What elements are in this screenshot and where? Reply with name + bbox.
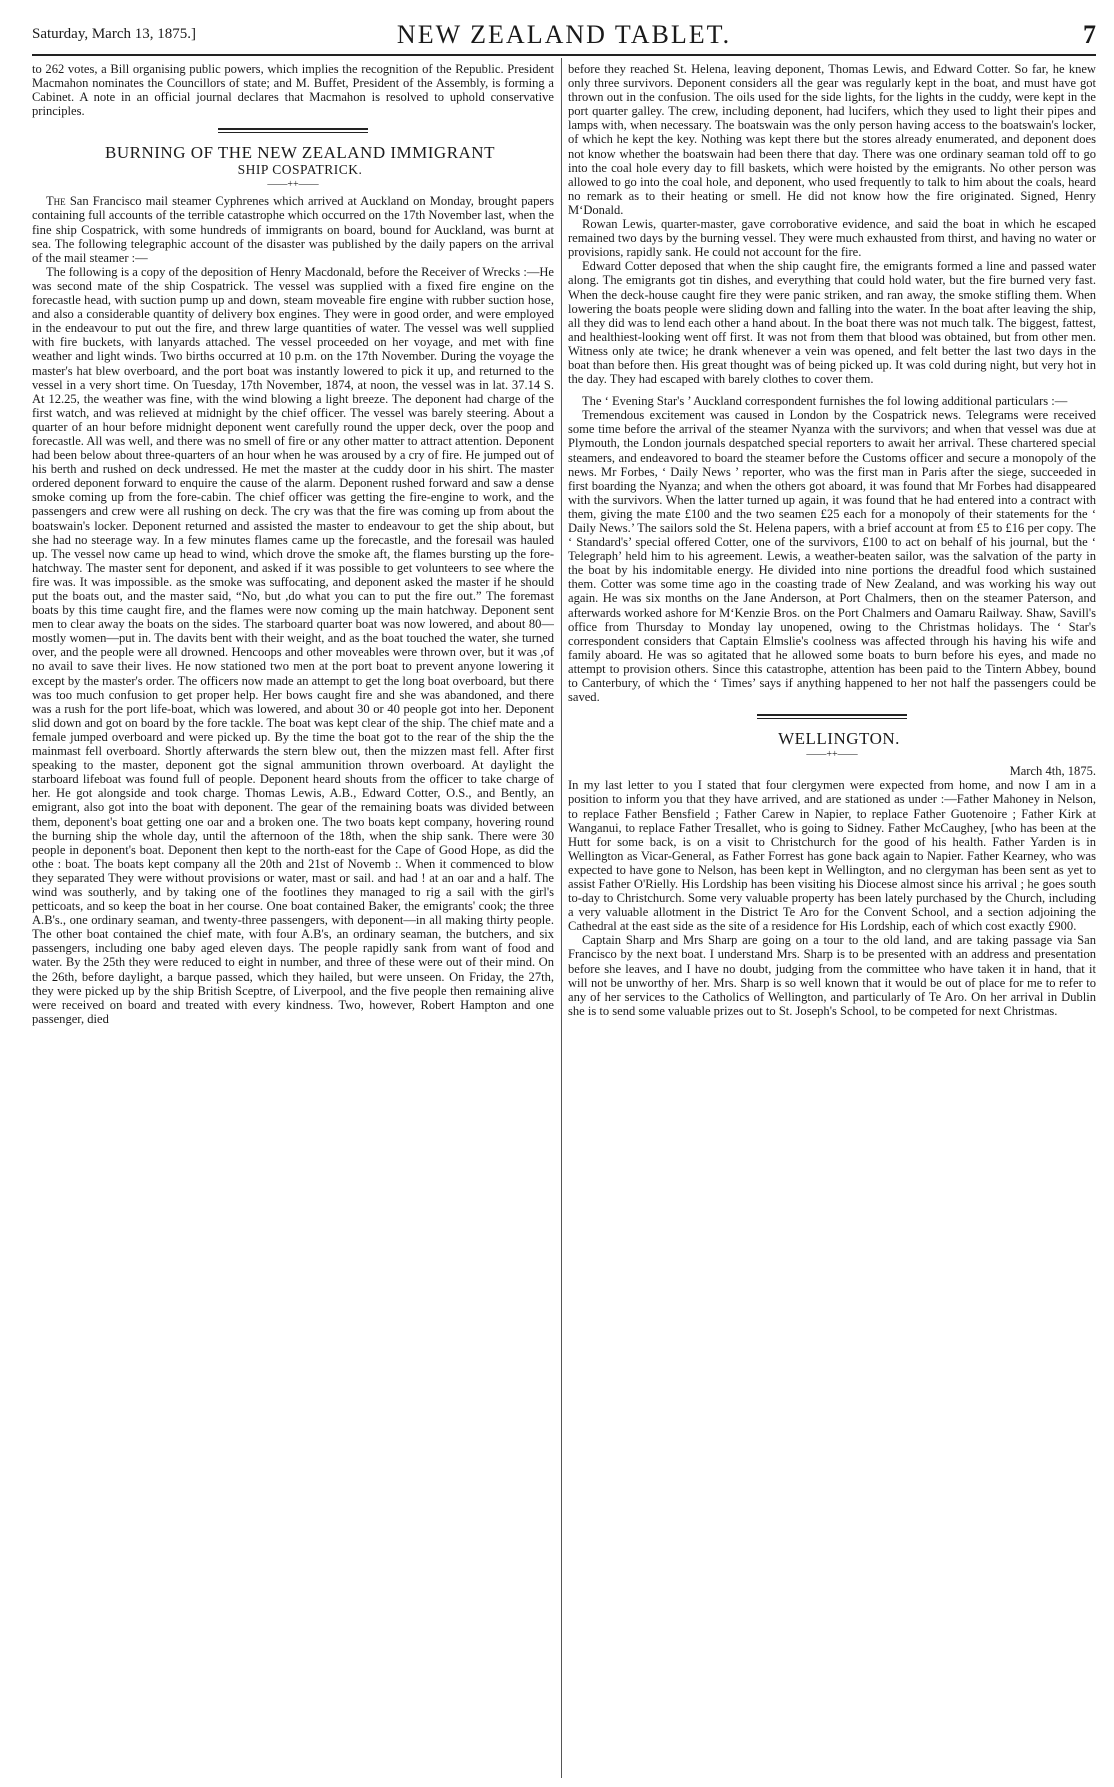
edward-cotter-paragraph: Edward Cotter deposed that when the ship caught fire, the emigrants formed a line and passed water along. The emigrants got tin dishes, and everything that could hold water, but the fire burned very fast. When the deck-house caught fire they were panic striken, and ran away, the smoke stifling them. When lowering the boats people were sliding down and falling into the water. In the boat after leaving the ship, all they did was to lend each other a hand about. In the boat there was not much talk. The biggest, fattest, and healthiest-looking went off first. It was not from them that blood was obtained, but from other men. Witness only ate twice; he drank whenever a vein was opened, and felt better the last two days in the boat than before then. His great thought was of being picked up. It was cold during night, but very hot in the day. They had escaped with barely clothes to cover them. [568, 259, 1096, 387]
column-rule [561, 58, 562, 1778]
section-separator-2 [757, 714, 907, 719]
deposition-paragraph: The following is a copy of the deposition of Henry Macdonald, before the Receiver of Wrecks :—He was second mate of the ship Cospatrick. The vessel was supplied with a fixed fire engine on the forecastle head, with suction pump up and down, steam moveable fire engine with rubber suction hose, and also a considerable quantity of delivery box engines. They were in good order, and were employed in the endeavour to put out the fire, and threw large quantities of water. The vessel was well supplied with fire buckets, with lanyards attached. The vessel proceeded on her voyage, and met with fine weather and light winds. Two births occurred at 10 p.m. on the 17th November. During the voyage the master's hat blew overboard, and the port boat was instantly lowered to pick it up, and returned to the vessel in a very short time. On Tuesday, 17th November, 1874, at noon, the vessel was in lat. 37.14 S. At 12.25, the weather was fine, with the wind blowing a light breeze. The deponent had charge of the first watch, and was relieved at midnight by the chief officer. The vessel was barely steering. About a quarter of an hour before midnight deponent went carefully round the upper deck, over the poop and forecastle. All was well, and there was no smell of fire or any other matter to attract attention. Deponent had been below about three-quarters of an hour when he was aroused by a cry of fire. He jumped out of his berth and rushed on deck undressed. He met the master at the cuddy door in his shirt. The master ordered deponent forward to enquire the cause of the alarm. Deponent rushed forward and saw a dense smoke coming up from the fore-cabin. The chief officer was getting the fire-engine to work, and the passengers and crew were all rushing on deck. The cry was that the fire was coming up from about the boatswain's locker. Deponent returned and assisted the master to endeavour to get the ship about, but she had no steerage way. In a few minutes flames came up the forecastle, and the foresail was hauled up. The vessel now came up head to wind, which drove the smoke aft, the flames bursting up the fore-hatchway. The master sent for deponent, and asked if it was possible to get volunteers to see where the fire was. It was impossible. as the smoke was suffocating, and deponent asked the master if he should put the boats out, and the master said, “No, but ,do what you can to put the fire out.” The foremast boats by this time caught fire, and the flames were now coming up the main hatchway. Deponent sent men to clear away the boats on the sides. The starboard quarter boat was now lowered, and about 80—mostly women—put in. The davits bent with their weight, and as the boat touched the water, she turned over, and the people were all drowned. Hencoops and other moveables were thrown over, but it was ,of no avail to save their lives. He now stationed two men at the port boat to prevent anyone lowering it except by the master's order. The officers now made an attempt to get the long boat overboard, but there was too much confusion to get proper help. Her bows caught fire and she was abandoned, and there was a rush for the port life-boat, which was lowered, and about 30 or 40 people got into her. Deponent slid down and got on board by the fore tackle. The boat was kept clear of the ship. The chief mate and a female jumped overboard and were picked up. By the time the boat got to the rear of the ship the the mainmast fell overboard. Shortly afterwards the stern blew out, then the mizzen mast fell. After first speaking to the master, deponent got the signal ammunition thrown overboard. At daylight the starboard lifeboat was found full of people. Deponent heard shouts from the officer to take charge of her. He got alongside and took charge. Thomas Lewis, A.B., Edward Cotter, O.S., and Bently, an emigrant, also got into the boat with deponent. The gear of the remaining boats was divided between them, deponent's boat getting one oar and a broken one. The two boats kept company, hovering round the burning ship the whole day, until the afternoon of the 18th, when the ship sank. There were 30 people in deponent's boat. Deponent then kept to the north-east for the Cape of Good Hope, as did the othe : boat. The boats kept company all the 20th and 21st of Novemb :. When it commenced to blow they separated They were without provisions or water, mast or sail. and had ! at an oar and a half. The wind was southerly, and by taking one of the footlines they managed to rig a sail with the girl's petticoats, and so keep the boat in her course. One boat contained Baker, the emigrants' cook; the three A.B's., one ordinary seaman, and twenty-three passengers, with deponent—in all making thirty people. The other boat contained the chief mate, with four A.B's, an ordinary seaman, the butchers, and six passengers, including one baby aged eleven days. The people rapidly sank from want of food and water. By the 25th they were reduced to eight in number, and three of these were out of their mind. On the 26th, before daylight, a barque passed, which they hailed, but were unseen. On Friday, the 27th, they were picked up by the ship British Sceptre, of Liverpool, and the five people then remaining alive were received on board and treated with every kindness. Two, however, Robert Hampton and one passenger, died [32, 264, 554, 1026]
intro-paragraph: to 262 votes, a Bill organising public powers, which implies the recognition of the Republic. President Macmahon nominates the Councillors of state; and M. Buffet, President of the Assembly, is forming a Cabinet. A note in an official journal declares that Macmahon is resolved to uphold conservative principles. [32, 62, 554, 119]
correspondent-intro: The ‘ Evening Star's ’ Auckland correspondent furnishes the fol lowing additional particulars :— [582, 394, 1068, 409]
page-number: 7 [1083, 20, 1096, 49]
section-separator [218, 128, 368, 133]
ornament-divider: ——++—— [267, 179, 319, 191]
lead-paragraph-text: San Francisco mail steamer Cyphrenes which arrived at Auckland on Monday, brought papers containing full accounts of the terrible catastrophe which occurred on the 17th November last, when the fine ship Cospatrick, with some hundreds of immigrants on board, bound for Auckland, was burnt at sea. The following telegraphic account of the disaster was published by the daily papers on the arrival of the mail steamer :— [32, 194, 554, 265]
deposition-continued: before they reached St. Helena, leaving deponent, Thomas Lewis, and Edward Cotter. So far, he knew only three survivors. Deponent considers all the gear was regularly kept in the boat, and must have got thrown out in the confusion. The oils used for the side lights, for the lights in the cuddy, were kept in the port quarter galley. The crew, including deponent, had lucifers, which they used to light their pipes and lamps with, when necessary. The boatswain was the only person having access to the boatswain's locker, of which he kept the key. Nothing was kept there but the stores already enumerated, and deponent does not know whether the boatswain had been there that day. There was one ordinary seaman told off to go into the coal hole every day to fill baskets, which were hoisted by the emigrants. No other person was allowed to go into the coal hole, and deponent, who used frequently to talk to him about the coals, heard no remark as to their heating or smell. He did not know how the fire originated. Signed, Henry M‘Donald. [568, 62, 1096, 217]
rowan-lewis-paragraph: Rowan Lewis, quarter-master, gave corroborative evidence, and said the boat in which he escaped remained two days by the burning vessel. They were much exhausted from thirst, and having no water or provisions, rapidly sank. He could not account for the fire. [568, 217, 1096, 260]
ornament-divider-2: ——++—— [806, 749, 858, 761]
issue-date: Saturday, March 13, 1875.] [32, 26, 196, 42]
left-column [32, 62, 554, 1780]
lead-word: The [46, 194, 66, 209]
wellington-paragraph-1: In my last letter to you I stated that four clergymen were expected from home, and now I am in a position to inform you that they have arrived, and are stationed as under :—Father Mahoney in Nelson, to replace Father Bensfield ; Father Carew in Napier, to replace Father Guotenoire ; Father Kirk at Wanganui, to replace Father Tresallet, who is going to Sidney. Father McCaughey, [who has been at the Hutt for some back, is on a visit to Christchurch for the good of his health. Father Yarden is in Wellington as Vicar-General, as Father Forrest has gone back again to Napier. Father Kearney, who was expected to have gone to Nelson, has been kept in Wellington, and no clergyman has been sent as yet to assist Father O'Rielly. His Lordship has been visiting his Diocese almost since his arrival ; he goes south to-day to Christchurch. Some very valuable property has been lately purchased by the Church, including a very valuable allotment in the District Te Aro for the Convent School, and a section adjoining the Cathedral at the east side as the site of a residence for His Lordship, each of which cost exactly £900. [568, 778, 1096, 934]
wellington-dateline: March 4th, 1875. [1009, 764, 1096, 779]
wellington-paragraph-2: Captain Sharp and Mrs Sharp are going on a tour to the old land, and are taking passage via San Francisco by the next boat. I understand Mrs. Sharp is to be presented with an address and presentation before she leaves, and I have no doubt, judging from the committee who have taken it in hand, that it will not be unworthy of her. Mrs. Sharp is so well known that it would be out of place for me to refer to any of her services to the Catholics of Wellington, and particularly of Te Aro. On her arrival in Dublin she is to send some valuable prizes out to St. Joseph's School, to be competed for next Christmas. [568, 933, 1096, 1018]
article-lead-paragraph [32, 194, 554, 264]
wellington-headline: WELLINGTON. [778, 729, 900, 749]
right-column [568, 62, 1096, 1780]
article-subhead: SHIP COSPATRICK. [237, 162, 363, 178]
london-excitement-paragraph: Tremendous excitement was caused in London by the Cospatrick news. Telegrams were received some time before the arrival of the steamer Nyanza with the survivors; and when that vessel was due at Plymouth, the London journals despatched special reporters to await her arrival. These chartered special steamers, and endeavored to board the steamer before the Customs officer and secure a monopoly of the news. Mr Forbes, ‘ Daily News ’ reporter, who was the first man in Paris after the siege, succeeded in first boarding the Nyanza; and when the others got aboard, it was found that Mr Forbes had disappeared with the survivors. When the latter turned up again, it was found that he had entered into a contract with them, giving the mate £100 and the two seamen £25 each for a monopoly of their statements for the ‘ Daily News.’ The sailors sold the St. Helena papers, with a brief account at from £5 to £16 per copy. The ‘ Standard's’ special offered Cotter, one of the survivors, £100 to act on behalf of his journal, but the ‘ Telegraph’ held him to his agreement. Lewis, a weather-beaten sailor, was the salvation of the party in the boat by his indomitable energy. He divided into nine portions the dreadful food which sustained them. Cotter was some time ago in the coasting trade of New Zealand, and was working his way out again. He was six months on the Jane Anderson, at Port Chalmers, then on the steamer Paterson, and afterwards worked ashore for M‘Kenzie Bros. on the Port Chalmers and Oamaru Railway. Shaw, Savill's office from Thursday to Monday lay unopened, owing to the Christmas holidays. The ‘ Star's correspondent considers that Captain Elmslie's coolness was affected through his having his wife and family aboard. He was so agitated that he allowed some boats to burn before his eyes, and made no attempt to provision others. Since this catastrophe, attention has been paid to the Tintern Abbey, bound to Canterbury, of which the ‘ Times’ says if anything happened to her not half the passengers could be saved. [568, 408, 1096, 705]
page-header [32, 20, 1096, 56]
article-headline: BURNING OF THE NEW ZEALAND IMMIGRANT [105, 143, 495, 163]
masthead: NEW ZEALAND TABLET. [396, 20, 732, 49]
